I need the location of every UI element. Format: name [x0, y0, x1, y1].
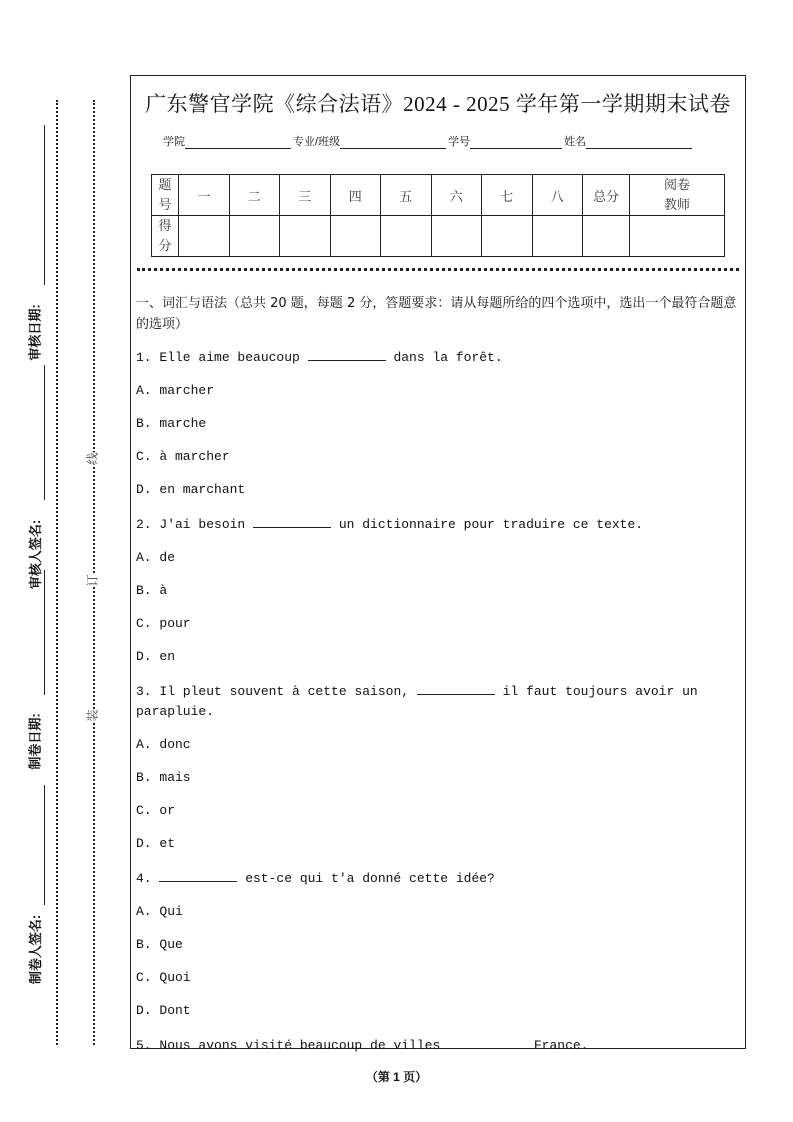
student-id-label: 学号 — [448, 136, 471, 148]
review-date-label: 审核日期: — [27, 304, 43, 361]
score-cell[interactable] — [431, 216, 482, 257]
college-label: 学院 — [163, 136, 185, 148]
option-b[interactable]: B. mais — [136, 770, 191, 785]
question-text: 5. Nous avons visité beaucoup de villes — [136, 1038, 449, 1053]
name-label: 姓名 — [564, 136, 587, 148]
binding-dotted-line-inner — [93, 100, 95, 1045]
option-d[interactable]: D. en — [136, 649, 176, 664]
name-field[interactable] — [586, 135, 692, 149]
score-label-cell: 得 分 — [152, 216, 179, 257]
maker-date-label: 制卷日期: — [27, 713, 43, 770]
col-6: 六 — [431, 175, 482, 216]
section-title: 一、词汇与语法（总共 20 题，每题 2 分，答题要求：请从每题所给的四个选项中，选出一个最符合题意的选项） — [136, 296, 737, 332]
option-c[interactable]: C. à marcher — [136, 449, 230, 464]
page-number: （第 1 页） — [365, 1070, 428, 1084]
question-5 — [136, 1034, 740, 1056]
question-4 — [136, 867, 740, 889]
option-d[interactable]: D. Dont — [136, 1003, 191, 1018]
binding-mark-zhuang: 装 — [85, 709, 100, 722]
student-info-row — [163, 133, 694, 149]
question-text: un dictionnaire pour traduire ce texte. — [331, 517, 644, 532]
question-text: France. — [526, 1038, 589, 1053]
reviewer-signature-line[interactable] — [44, 365, 45, 500]
option-c[interactable]: C. or — [136, 803, 176, 818]
exam-title: 广东警官学院《综合法语》2024 - 2025 学年第一学期期末试卷 — [145, 92, 731, 116]
score-table-header-row — [152, 175, 725, 216]
header-label-cell: 题 号 — [152, 175, 179, 216]
col-3: 三 — [280, 175, 331, 216]
binding-mark-xian: 线 — [85, 452, 100, 465]
answer-blank[interactable] — [159, 867, 237, 882]
col-1: 一 — [179, 175, 230, 216]
major-class-field[interactable] — [340, 135, 446, 149]
col-grader: 阅卷 教师 — [630, 175, 725, 216]
score-cell[interactable] — [229, 216, 280, 257]
score-table-score-row — [152, 216, 725, 257]
question-3 — [136, 680, 740, 722]
score-table — [151, 174, 725, 257]
option-d[interactable]: D. et — [136, 836, 176, 851]
question-1 — [136, 346, 740, 368]
option-d[interactable]: D. en marchant — [136, 482, 246, 497]
question-text: dans la forêt. — [385, 350, 503, 365]
question-2 — [136, 513, 740, 535]
total-score-cell[interactable] — [583, 216, 630, 257]
col-total: 总分 — [583, 175, 630, 216]
exam-content — [136, 293, 740, 1069]
binding-mark-ding: 订 — [85, 574, 100, 587]
review-date-line[interactable] — [44, 125, 45, 285]
answer-blank[interactable] — [417, 680, 495, 695]
option-a[interactable]: A. de — [136, 550, 176, 565]
answer-blank[interactable] — [253, 513, 331, 528]
question-text: 3. Il pleut souvent à cette saison, — [136, 684, 417, 699]
student-id-field[interactable] — [470, 135, 562, 149]
option-b[interactable]: B. marche — [136, 416, 207, 431]
maker-signature-label: 制卷人签名: — [28, 914, 44, 985]
question-list — [136, 346, 740, 1056]
reviewer-signature-label: 审核人签名: — [28, 519, 44, 590]
col-5: 五 — [381, 175, 432, 216]
binding-dotted-line-outer — [56, 100, 58, 1045]
option-c[interactable]: C. pour — [136, 616, 191, 631]
col-7: 七 — [482, 175, 533, 216]
question-text: il faut toujours avoir un parapluie. — [136, 684, 698, 719]
major-class-label: 专业/班级 — [293, 136, 341, 148]
option-a[interactable]: A. marcher — [136, 383, 215, 398]
college-field[interactable] — [185, 135, 291, 149]
option-b[interactable]: B. Que — [136, 937, 183, 952]
option-b[interactable]: B. à — [136, 583, 168, 598]
dotted-separator — [137, 268, 739, 271]
option-a[interactable]: A. donc — [136, 737, 191, 752]
col-2: 二 — [229, 175, 280, 216]
answer-blank[interactable] — [448, 1034, 526, 1049]
score-cell[interactable] — [532, 216, 583, 257]
score-cell[interactable] — [280, 216, 331, 257]
question-text: 4. — [136, 871, 160, 886]
score-cell[interactable] — [330, 216, 381, 257]
maker-signature-line[interactable] — [44, 785, 45, 905]
grader-cell[interactable] — [630, 216, 725, 257]
score-cell[interactable] — [179, 216, 230, 257]
col-8: 八 — [532, 175, 583, 216]
question-text: 2. J'ai besoin — [136, 517, 254, 532]
answer-blank[interactable] — [308, 346, 386, 361]
option-a[interactable]: A. Qui — [136, 904, 183, 919]
exam-paper-frame — [130, 75, 746, 1053]
col-4: 四 — [330, 175, 381, 216]
question-text: 1. Elle aime beaucoup — [136, 350, 308, 365]
score-cell[interactable] — [381, 216, 432, 257]
question-text: est-ce qui t'a donné cette idée? — [237, 871, 495, 886]
score-cell[interactable] — [482, 216, 533, 257]
option-c[interactable]: C. Quoi — [136, 970, 191, 985]
